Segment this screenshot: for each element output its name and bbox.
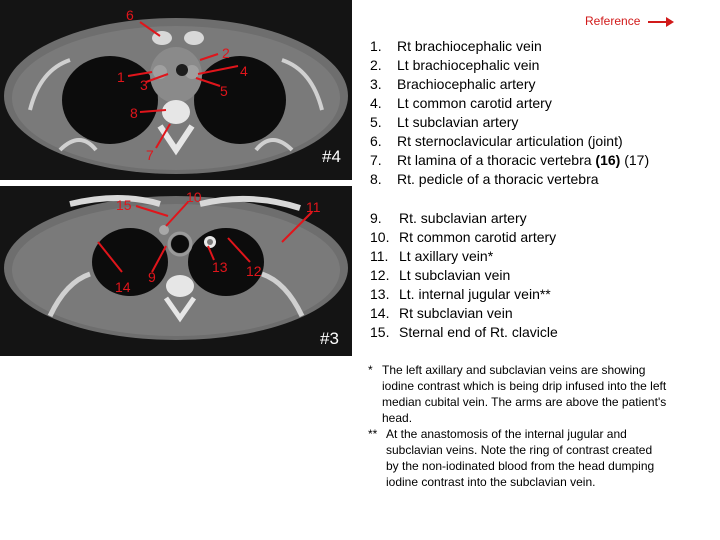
legend-list-bottom xyxy=(370,209,558,342)
list-item: 1. Rt brachiocephalic vein xyxy=(370,38,542,54)
list-item: 12. Lt subclavian vein xyxy=(370,267,511,283)
callout-14: 14 xyxy=(115,279,131,295)
list-item: 3. Brachiocephalic artery xyxy=(370,76,536,92)
callout-3: 3 xyxy=(140,77,148,93)
list-item: 9. Rt. subclavian artery xyxy=(370,210,527,226)
callout-13: 13 xyxy=(212,259,228,275)
list-item: 6. Rt sternoclavicular articulation (joint) xyxy=(370,133,623,149)
footnote: ** At the anastomosis of the internal jugular and subclavian veins. Note the ring of contrast created by the non-iodinated blood from the head dumping iodine contrast into the subclavian vein. xyxy=(368,427,655,489)
list-item: 7. Rt lamina of a thoracic vertebra (16) (17) xyxy=(370,152,650,168)
ct-image-bottom xyxy=(0,186,352,356)
list-item: 2. Lt brachiocephalic vein xyxy=(370,57,540,73)
list-item: 13. Lt. internal jugular vein** xyxy=(370,286,551,302)
list-item: 5. Lt subclavian artery xyxy=(370,114,519,130)
callout-4: 4 xyxy=(240,63,248,79)
callout-7: 7 xyxy=(146,147,154,163)
callout-2: 2 xyxy=(222,45,230,61)
scan-id-bottom: #3 xyxy=(320,329,339,348)
list-item: 8. Rt. pedicle of a thoracic vertebra xyxy=(370,171,599,187)
list-item: 10. Rt common carotid artery xyxy=(370,229,557,245)
list-item: 14. Rt subclavian vein xyxy=(370,305,513,321)
list-item: 4. Lt common carotid artery xyxy=(370,95,552,111)
list-item: 15. Sternal end of Rt. clavicle xyxy=(370,324,558,340)
scan-id-top: #4 xyxy=(322,147,341,166)
reference-arrow-icon xyxy=(648,14,674,28)
list-item: 11. Lt axillary vein* xyxy=(370,248,494,264)
callout-10: 10 xyxy=(186,189,202,205)
callout-15: 15 xyxy=(116,197,132,213)
callout-12: 12 xyxy=(246,263,262,279)
reference-label: Reference xyxy=(585,14,641,28)
legend-list-top xyxy=(370,37,649,189)
callout-9: 9 xyxy=(148,269,156,285)
callout-8: 8 xyxy=(130,105,138,121)
ct-image-top xyxy=(0,0,352,180)
footnote: * The left axillary and subclavian veins are showing iodine contrast which is being drip infused into the left median cubital vein. The arms are above the patient's head. xyxy=(368,363,667,425)
callout-11: 11 xyxy=(306,199,321,215)
footnotes xyxy=(368,362,668,490)
callout-6: 6 xyxy=(126,7,134,23)
callout-1: 1 xyxy=(117,69,125,85)
callout-5: 5 xyxy=(220,83,228,99)
